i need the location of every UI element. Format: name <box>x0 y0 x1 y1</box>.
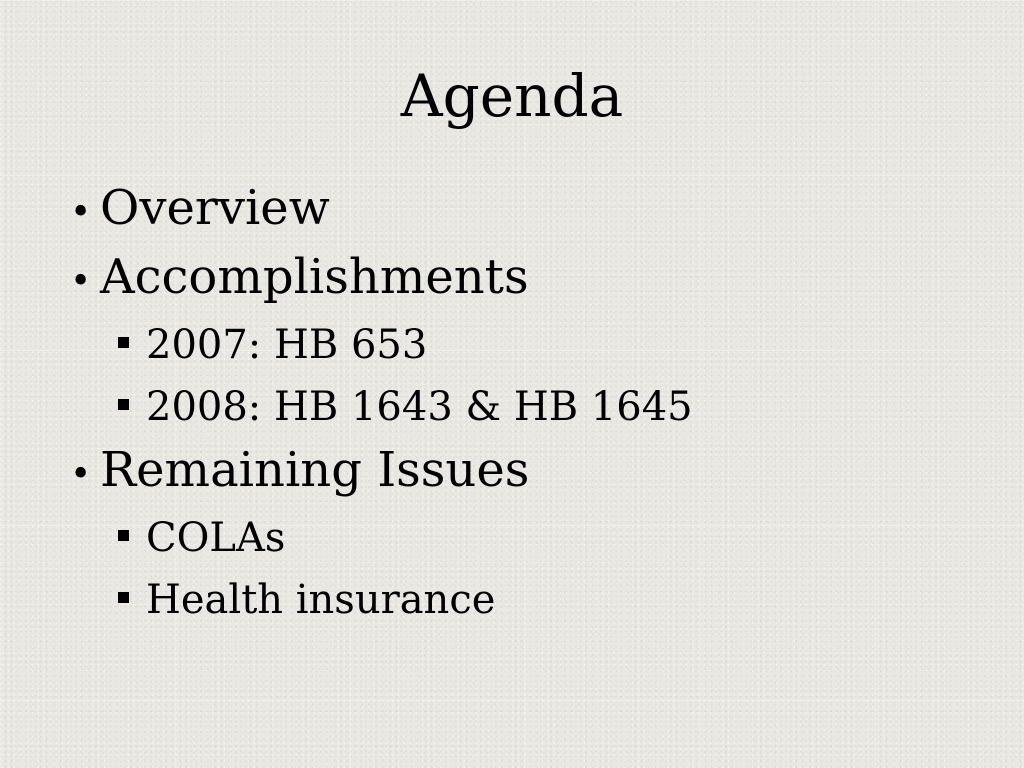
agenda-list <box>70 176 1000 631</box>
square-bullet-icon <box>118 337 129 348</box>
list-item-label: Accomplishments <box>100 249 529 305</box>
round-bullet-icon: • <box>70 454 92 495</box>
sub-list-item-label: Health insurance <box>146 577 496 623</box>
slide-title: Agenda <box>400 62 624 130</box>
square-bullet-icon <box>118 399 129 410</box>
list-item <box>70 176 1000 245</box>
round-bullet-icon: • <box>70 261 92 302</box>
sub-list-item-label: COLAs <box>146 515 286 561</box>
square-bullet-icon <box>118 530 129 541</box>
sub-list-item <box>70 569 1000 631</box>
sub-list-item <box>70 314 1000 376</box>
sub-list-item <box>70 376 1000 438</box>
list-item-label: Overview <box>100 180 330 236</box>
list-item <box>70 245 1000 314</box>
square-bullet-icon <box>118 592 129 603</box>
list-item-label: Remaining Issues <box>100 442 530 498</box>
sub-list-item <box>70 507 1000 569</box>
round-bullet-icon: • <box>70 192 92 233</box>
sub-list-item-label: 2008: HB 1643 & HB 1645 <box>146 384 693 430</box>
list-item <box>70 438 1000 507</box>
sub-list-item-label: 2007: HB 653 <box>146 322 428 368</box>
